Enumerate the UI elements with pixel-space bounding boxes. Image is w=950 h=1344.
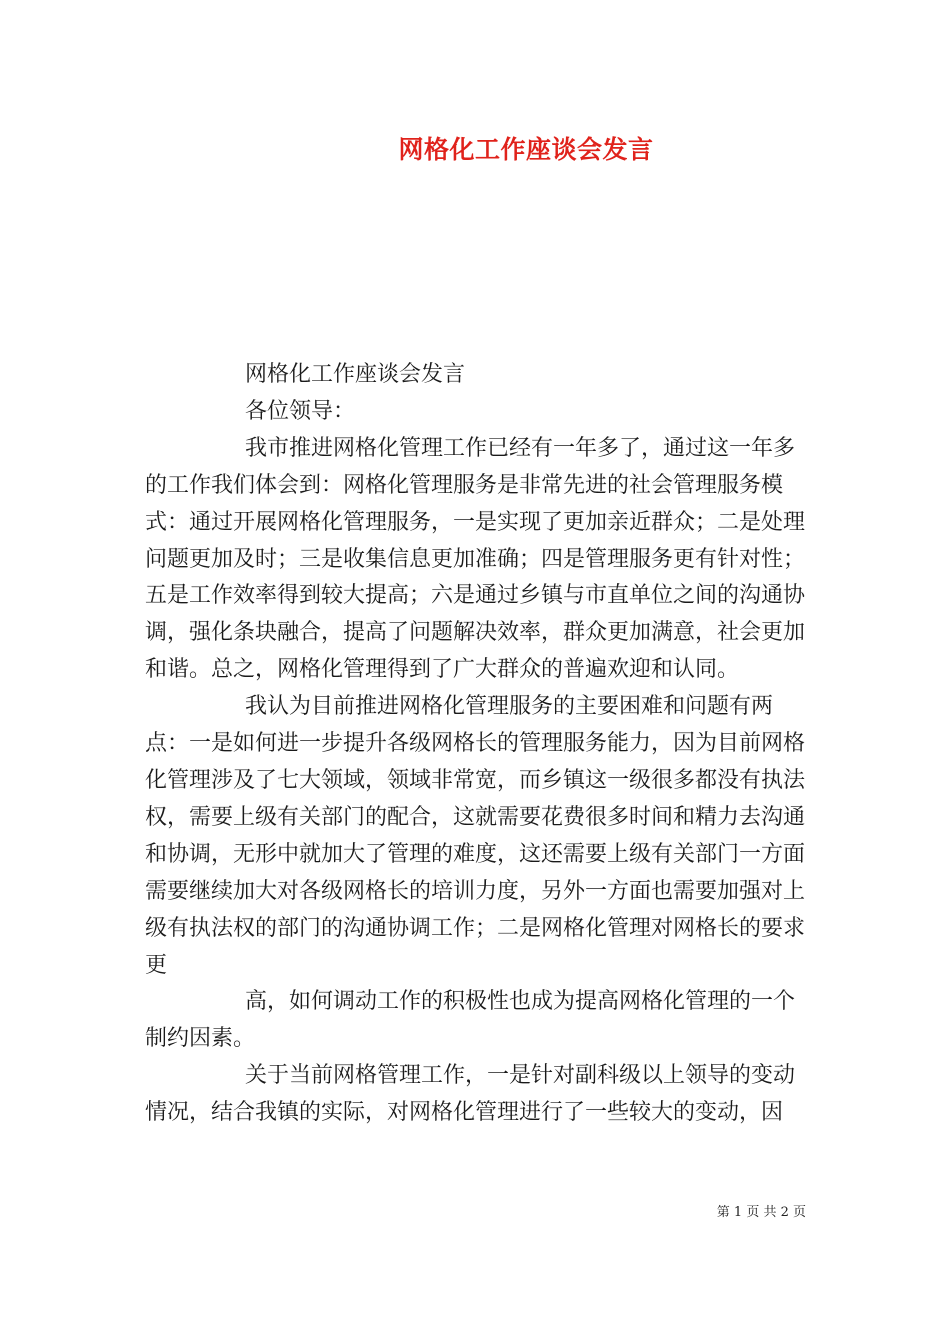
paragraph: 关于当前网格管理工作，一是针对副科级以上领导的变动情况，结合我镇的实际，对网格化管理进行了一些较大的变动，因: [145, 1063, 796, 1126]
paragraph: 我市推进网格化管理工作已经有一年多了，通过这一年多的工作我们体会到：网格化管理服务是非常先进的社会管理服务模式：通过开展网格化管理服务，一是实现了更加亲近群众；二是处理问题更加及时；三是收集信息更加准确；四是管理服务更有针对性；五是工作效率得到较大提高；六是通过乡镇与市直单位之间的沟通协调，强化条块融合，提高了问题解决效率，群众更加满意，社会更加和谐。总之，网格化管理得到了广大群众的普遍欢迎和认同。: [145, 435, 806, 683]
document-body: [145, 357, 810, 1132]
page-title: 网格化工作座谈会发言: [398, 135, 654, 164]
document-subtitle: 网格化工作座谈会发言: [245, 362, 466, 387]
paragraph: 高，如何调动工作的积极性也成为提高网格化管理的一个制约因素。: [145, 989, 796, 1052]
paragraph: 我认为目前推进网格化管理服务的主要困难和问题有两点：一是如何进一步提升各级网格长的管理服务能力，因为目前网格化管理涉及了七大领域，领域非常宽，而乡镇这一级很多都没有执法权，需要上级有关部门的配合，这就需要花费很多时间和精力去沟通和协调，无形中就加大了管理的难度，这还需要上级有关部门一方面需要继续加大对各级网格长的培训力度，另外一方面也需要加强对上级有执法权的部门的沟通协调工作；二是网格化管理对网格长的要求更: [145, 694, 806, 978]
salutation: 各位领导：: [245, 398, 356, 424]
page-number: 第 1 页 共 2 页: [716, 1205, 806, 1220]
